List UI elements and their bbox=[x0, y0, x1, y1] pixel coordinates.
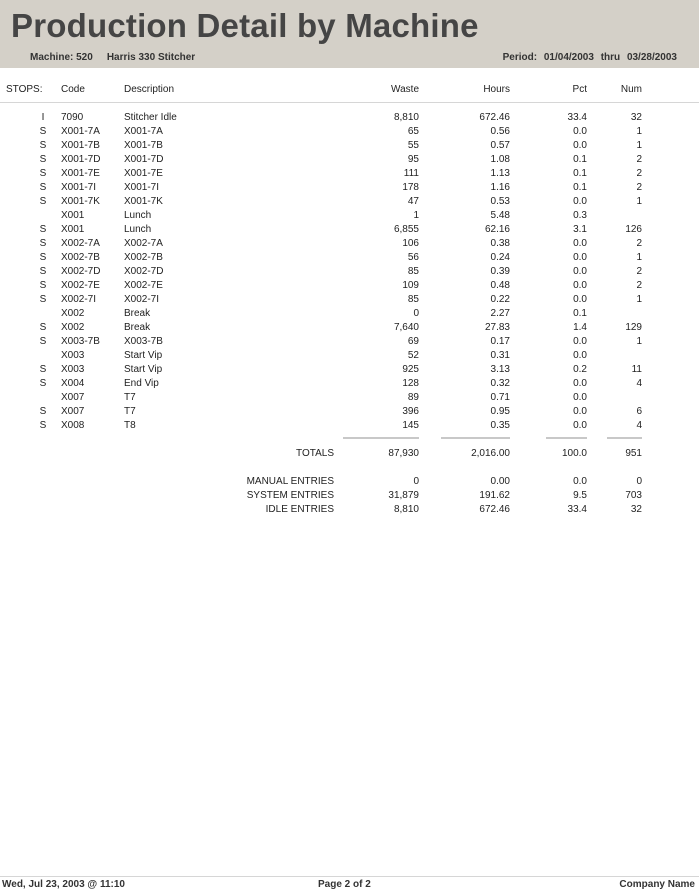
row-num: 11 bbox=[631, 364, 642, 375]
row-hours: 1.08 bbox=[490, 154, 510, 165]
totals-rule-pct bbox=[546, 437, 587, 439]
row-waste: 6,855 bbox=[393, 224, 419, 235]
row-pct: 3.1 bbox=[573, 224, 587, 235]
page-number: Page 2 of 2 bbox=[318, 879, 371, 890]
row-hours: 0.56 bbox=[490, 126, 510, 137]
row-flag: S bbox=[39, 140, 47, 151]
row-pct: 0.0 bbox=[573, 196, 587, 207]
entries-waste: 8,810 bbox=[393, 504, 419, 515]
row-num: 2 bbox=[636, 280, 642, 291]
row-code: X001-7E bbox=[61, 168, 100, 179]
row-hours: 0.35 bbox=[490, 420, 510, 431]
row-waste: 1 bbox=[413, 210, 419, 221]
table-row bbox=[0, 252, 699, 266]
column-header-hours: Hours bbox=[483, 84, 510, 95]
row-pct: 0.0 bbox=[573, 350, 587, 361]
row-pct: 0.0 bbox=[573, 266, 587, 277]
row-hours: 0.22 bbox=[490, 294, 510, 305]
totals-row bbox=[0, 448, 699, 462]
table-row bbox=[0, 364, 699, 378]
row-pct: 0.0 bbox=[573, 126, 587, 137]
row-waste: 52 bbox=[407, 350, 419, 361]
row-waste: 396 bbox=[402, 406, 419, 417]
row-num: 1 bbox=[636, 196, 642, 207]
row-waste: 109 bbox=[402, 280, 419, 291]
column-header-row bbox=[0, 84, 699, 103]
row-code: X001 bbox=[61, 224, 85, 235]
row-waste: 0 bbox=[413, 308, 419, 319]
row-num: 4 bbox=[636, 378, 642, 389]
row-flag: S bbox=[39, 280, 47, 291]
row-hours: 0.57 bbox=[490, 140, 510, 151]
row-waste: 925 bbox=[402, 364, 419, 375]
row-waste: 95 bbox=[407, 154, 419, 165]
table-row bbox=[0, 378, 699, 392]
row-pct: 0.1 bbox=[573, 154, 587, 165]
row-code: 7090 bbox=[61, 112, 84, 123]
row-description: Start Vip bbox=[124, 350, 163, 361]
row-hours: 0.32 bbox=[490, 378, 510, 389]
table-row bbox=[0, 210, 699, 224]
row-num: 1 bbox=[636, 252, 642, 263]
row-waste: 69 bbox=[407, 336, 419, 347]
column-header-description: Description bbox=[124, 84, 175, 95]
row-hours: 0.48 bbox=[490, 280, 510, 291]
row-hours: 0.31 bbox=[490, 350, 510, 361]
row-waste: 128 bbox=[402, 378, 419, 389]
column-header-stops: STOPS: bbox=[6, 84, 43, 95]
row-description: X001-7B bbox=[124, 140, 163, 151]
row-code: X001-7B bbox=[61, 140, 100, 151]
totals-rule-hours bbox=[441, 437, 510, 439]
row-description: X001-7D bbox=[124, 154, 164, 165]
row-pct: 0.0 bbox=[573, 294, 587, 305]
row-description: X002-7E bbox=[124, 280, 163, 291]
row-num: 2 bbox=[636, 154, 642, 165]
row-code: X001 bbox=[61, 210, 85, 221]
entries-row bbox=[0, 504, 699, 518]
totals-label: TOTALS bbox=[296, 448, 334, 459]
row-waste: 89 bbox=[407, 392, 419, 403]
table-row bbox=[0, 224, 699, 238]
row-flag: S bbox=[39, 126, 47, 137]
row-description: T8 bbox=[124, 420, 136, 431]
row-waste: 47 bbox=[407, 196, 419, 207]
totals-hours: 2,016.00 bbox=[471, 448, 510, 459]
entries-num: 703 bbox=[625, 490, 642, 501]
row-num: 2 bbox=[636, 168, 642, 179]
table-row bbox=[0, 154, 699, 168]
company-name: Company Name bbox=[619, 879, 695, 890]
period-info bbox=[503, 52, 677, 63]
row-flag: S bbox=[39, 364, 47, 375]
row-hours: 672.46 bbox=[479, 112, 510, 123]
row-code: X003-7B bbox=[61, 336, 100, 347]
row-pct: 0.3 bbox=[573, 210, 587, 221]
row-waste: 56 bbox=[407, 252, 419, 263]
entries-waste: 0 bbox=[413, 476, 419, 487]
entries-row bbox=[0, 476, 699, 490]
row-flag: S bbox=[39, 378, 47, 389]
row-hours: 62.16 bbox=[484, 224, 510, 235]
entries-num: 0 bbox=[636, 476, 642, 487]
row-code: X001-7I bbox=[61, 182, 97, 193]
table-row bbox=[0, 392, 699, 406]
row-pct: 0.0 bbox=[573, 378, 587, 389]
row-waste: 178 bbox=[402, 182, 419, 193]
entries-waste: 31,879 bbox=[388, 490, 419, 501]
row-flag: S bbox=[39, 168, 47, 179]
row-code: X003 bbox=[61, 350, 85, 361]
totals-waste: 87,930 bbox=[388, 448, 419, 459]
report-title: Production Detail by Machine bbox=[11, 7, 479, 44]
period-label: Period: bbox=[502, 52, 538, 63]
entries-pct: 33.4 bbox=[567, 504, 587, 515]
row-hours: 27.83 bbox=[484, 322, 510, 333]
row-code: X002-7E bbox=[61, 280, 100, 291]
table-row bbox=[0, 294, 699, 308]
row-pct: 0.2 bbox=[573, 364, 587, 375]
row-flag: S bbox=[39, 238, 47, 249]
row-num: 1 bbox=[636, 140, 642, 151]
row-description: Stitcher Idle bbox=[124, 112, 177, 123]
table-row bbox=[0, 308, 699, 322]
row-description: X001-7A bbox=[124, 126, 163, 137]
row-flag: S bbox=[39, 224, 47, 235]
row-flag: S bbox=[39, 406, 47, 417]
row-hours: 0.53 bbox=[490, 196, 510, 207]
entries-hours: 191.62 bbox=[479, 490, 510, 501]
machine-info bbox=[30, 52, 195, 63]
row-pct: 0.0 bbox=[573, 406, 587, 417]
table-row bbox=[0, 420, 699, 434]
row-code: X002-7A bbox=[61, 238, 100, 249]
entries-hours: 672.46 bbox=[479, 504, 510, 515]
table-row bbox=[0, 126, 699, 140]
table-row bbox=[0, 196, 699, 210]
column-header-code: Code bbox=[61, 84, 85, 95]
row-description: Break bbox=[124, 322, 151, 333]
row-pct: 0.1 bbox=[573, 182, 587, 193]
table-row bbox=[0, 112, 699, 126]
row-flag: I bbox=[41, 112, 45, 123]
row-hours: 0.17 bbox=[490, 336, 510, 347]
totals-num: 951 bbox=[625, 448, 642, 459]
table-row bbox=[0, 168, 699, 182]
row-waste: 7,640 bbox=[393, 322, 419, 333]
row-description: X001-7E bbox=[124, 168, 163, 179]
row-hours: 0.38 bbox=[490, 238, 510, 249]
row-waste: 55 bbox=[407, 140, 419, 151]
row-code: X002 bbox=[61, 322, 85, 333]
table-row bbox=[0, 322, 699, 336]
row-code: X003 bbox=[61, 364, 85, 375]
table-row bbox=[0, 238, 699, 252]
row-num: 2 bbox=[636, 266, 642, 277]
row-description: X003-7B bbox=[124, 336, 163, 347]
row-description: X002-7D bbox=[124, 266, 164, 277]
row-code: X002-7B bbox=[61, 252, 100, 263]
entries-num: 32 bbox=[630, 504, 642, 515]
table-row bbox=[0, 140, 699, 154]
period-from: 01/04/2003 bbox=[543, 52, 594, 63]
row-description: Break bbox=[124, 308, 151, 319]
row-pct: 0.0 bbox=[573, 392, 587, 403]
row-hours: 0.39 bbox=[490, 266, 510, 277]
row-num: 1 bbox=[636, 294, 642, 305]
entries-label: MANUAL ENTRIES bbox=[246, 476, 334, 487]
row-code: X004 bbox=[61, 378, 85, 389]
row-flag: S bbox=[39, 336, 47, 347]
row-pct: 0.0 bbox=[573, 140, 587, 151]
row-hours: 1.16 bbox=[490, 182, 510, 193]
totals-rule-waste bbox=[343, 437, 419, 439]
row-pct: 33.4 bbox=[567, 112, 587, 123]
row-description: X002-7A bbox=[124, 238, 163, 249]
row-num: 4 bbox=[636, 420, 642, 431]
table-row bbox=[0, 406, 699, 420]
row-description: End Vip bbox=[124, 378, 159, 389]
table-row bbox=[0, 266, 699, 280]
row-num: 129 bbox=[625, 322, 642, 333]
row-pct: 0.0 bbox=[573, 252, 587, 263]
row-flag: S bbox=[39, 182, 47, 193]
table-row bbox=[0, 336, 699, 350]
row-hours: 1.13 bbox=[490, 168, 510, 179]
machine-label: Machine: 520 bbox=[30, 52, 93, 63]
row-num: 126 bbox=[625, 224, 642, 235]
row-description: T7 bbox=[124, 392, 136, 403]
row-flag: S bbox=[39, 420, 47, 431]
row-waste: 85 bbox=[407, 294, 419, 305]
row-flag: S bbox=[39, 154, 47, 165]
row-flag: S bbox=[39, 294, 47, 305]
row-hours: 5.48 bbox=[490, 210, 510, 221]
entries-summary bbox=[0, 476, 699, 518]
period-to: 03/28/2003 bbox=[626, 52, 677, 63]
row-code: X001-7D bbox=[61, 154, 101, 165]
column-header-num: Num bbox=[620, 84, 642, 95]
entries-hours: 0.00 bbox=[490, 476, 510, 487]
row-flag: S bbox=[39, 322, 47, 333]
row-code: X007 bbox=[61, 406, 85, 417]
row-num: 2 bbox=[636, 238, 642, 249]
row-description: X002-7B bbox=[124, 252, 163, 263]
row-code: X001-7A bbox=[61, 126, 100, 137]
totals-rule-num bbox=[607, 437, 642, 439]
totals-pct: 100.0 bbox=[561, 448, 587, 459]
column-header-pct: Pct bbox=[572, 84, 587, 95]
row-waste: 8,810 bbox=[393, 112, 419, 123]
row-hours: 0.24 bbox=[490, 252, 510, 263]
column-header-waste: Waste bbox=[391, 84, 419, 95]
row-pct: 0.1 bbox=[573, 168, 587, 179]
row-description: T7 bbox=[124, 406, 136, 417]
table-row bbox=[0, 350, 699, 364]
row-code: X007 bbox=[61, 392, 85, 403]
row-waste: 65 bbox=[407, 126, 419, 137]
row-pct: 0.0 bbox=[573, 336, 587, 347]
row-description: X002-7I bbox=[124, 294, 160, 305]
row-hours: 2.27 bbox=[490, 308, 510, 319]
row-hours: 3.13 bbox=[490, 364, 510, 375]
row-code: X002-7D bbox=[61, 266, 101, 277]
entries-pct: 9.5 bbox=[573, 490, 587, 501]
row-description: Lunch bbox=[124, 224, 152, 235]
row-description: X001-7I bbox=[124, 182, 160, 193]
row-flag: S bbox=[39, 266, 47, 277]
report-header bbox=[0, 0, 699, 68]
row-code: X002 bbox=[61, 308, 85, 319]
row-num: 6 bbox=[636, 406, 642, 417]
stops-table-body bbox=[0, 112, 699, 434]
report-footer bbox=[0, 876, 699, 891]
row-waste: 85 bbox=[407, 266, 419, 277]
row-pct: 0.0 bbox=[573, 420, 587, 431]
row-flag: S bbox=[39, 196, 47, 207]
row-description: X001-7K bbox=[124, 196, 163, 207]
row-pct: 0.0 bbox=[573, 280, 587, 291]
table-row bbox=[0, 280, 699, 294]
row-code: X002-7I bbox=[61, 294, 97, 305]
row-flag: S bbox=[39, 252, 47, 263]
row-pct: 0.0 bbox=[573, 238, 587, 249]
row-waste: 106 bbox=[402, 238, 419, 249]
row-code: X008 bbox=[61, 420, 85, 431]
machine-name: Harris 330 Stitcher bbox=[106, 52, 196, 63]
row-waste: 145 bbox=[402, 420, 419, 431]
row-waste: 111 bbox=[403, 168, 419, 179]
row-num: 32 bbox=[630, 112, 642, 123]
row-pct: 0.1 bbox=[573, 308, 587, 319]
print-date: Wed, Jul 23, 2003 @ 11:10 bbox=[2, 879, 125, 890]
row-num: 1 bbox=[636, 336, 642, 347]
period-thru: thru bbox=[600, 52, 621, 63]
entries-row bbox=[0, 490, 699, 504]
row-hours: 0.95 bbox=[490, 406, 510, 417]
table-row bbox=[0, 182, 699, 196]
row-pct: 1.4 bbox=[573, 322, 587, 333]
row-description: Lunch bbox=[124, 210, 152, 221]
row-code: X001-7K bbox=[61, 196, 100, 207]
row-num: 2 bbox=[636, 182, 642, 193]
row-description: Start Vip bbox=[124, 364, 163, 375]
entries-pct: 0.0 bbox=[573, 476, 587, 487]
row-num: 1 bbox=[636, 126, 642, 137]
entries-label: IDLE ENTRIES bbox=[265, 504, 334, 515]
entries-label: SYSTEM ENTRIES bbox=[246, 490, 334, 501]
row-hours: 0.71 bbox=[490, 392, 510, 403]
